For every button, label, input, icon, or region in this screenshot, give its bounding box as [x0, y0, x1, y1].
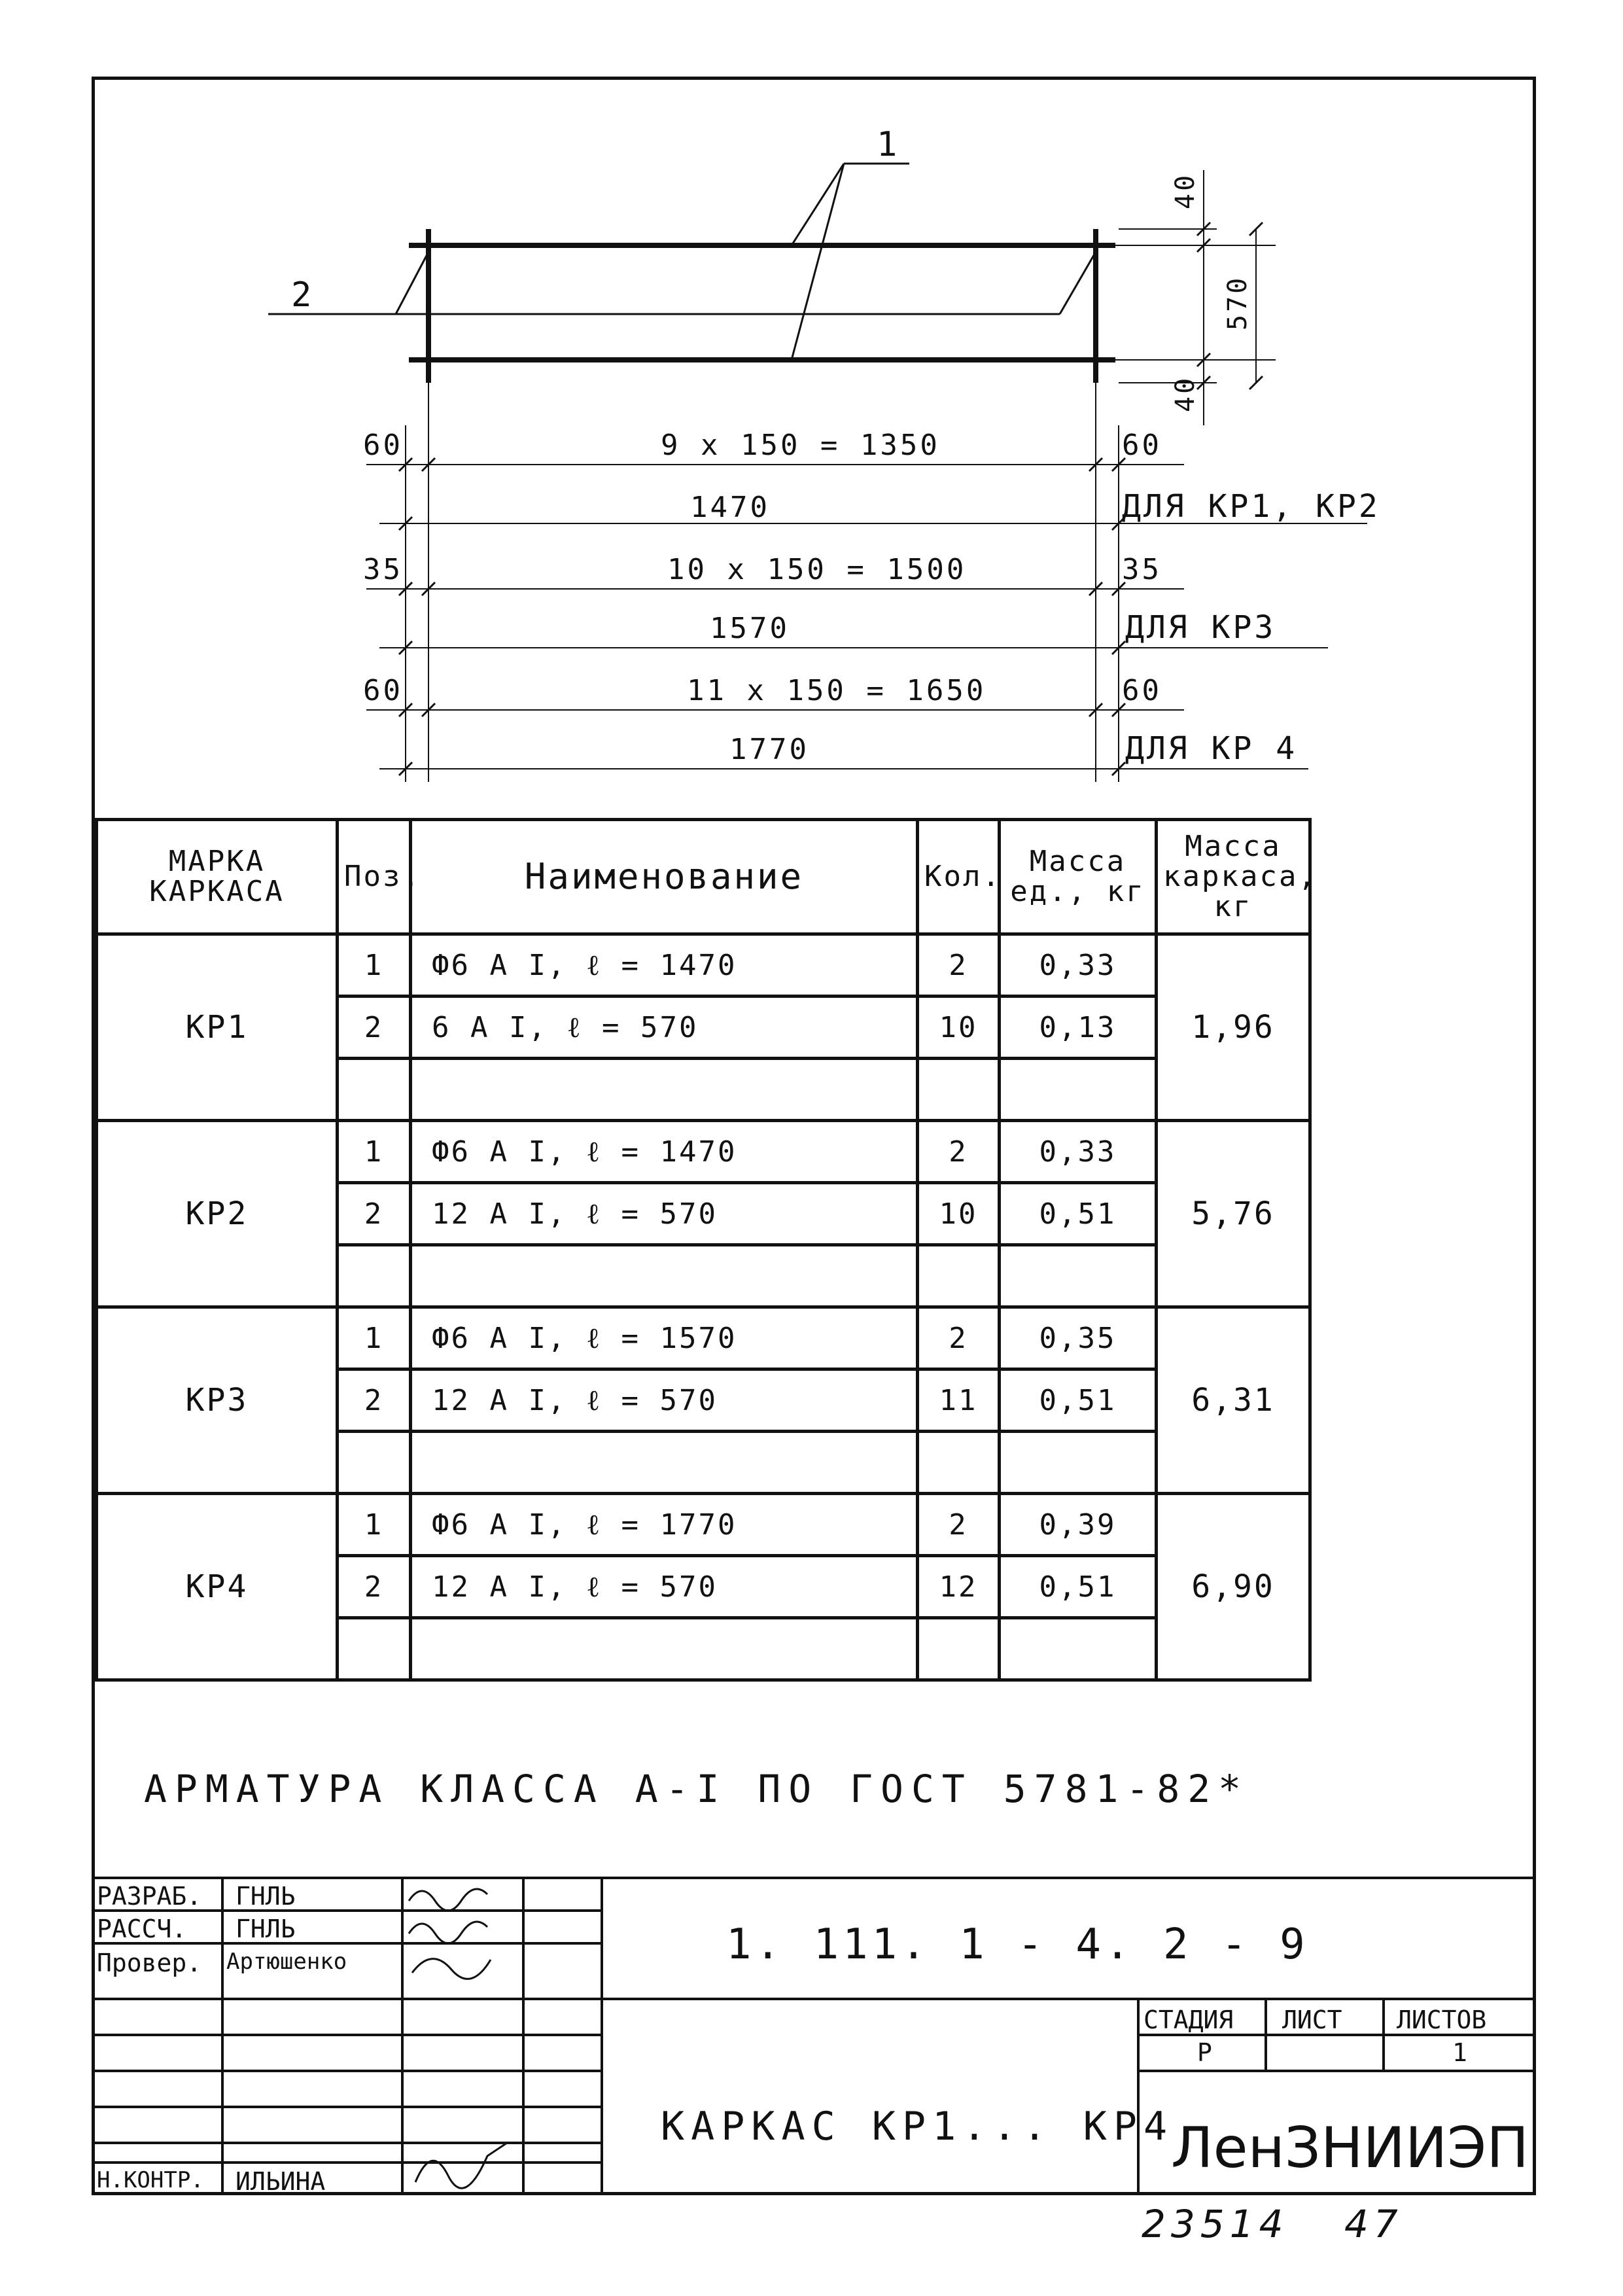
row-unit-mass: 0,33: [1000, 1121, 1157, 1183]
archive-stamp-left: 23514: [1142, 2202, 1289, 2246]
row-pos: 1: [338, 1494, 411, 1556]
row2-middle: 10 x 150 = 1500: [667, 553, 967, 586]
row-pos: 2: [338, 1556, 411, 1618]
header-frame-mass: Масса каркаса, кг: [1157, 820, 1310, 934]
document-number: 1. 111. 1 - 4. 2 - 9: [726, 1920, 1309, 1969]
name-calculated: ГНЛЬ: [236, 1915, 296, 1943]
dim-40-top: 40: [1170, 172, 1200, 209]
label-1: 1: [877, 125, 900, 164]
row-name: 12 А I, ℓ = 570: [411, 1183, 918, 1245]
header-qty: Кол.: [918, 820, 1000, 934]
sheets-value: 1: [1452, 2038, 1467, 2067]
row-qty: 2: [918, 1307, 1000, 1369]
row-unit-mass: 0,13: [1000, 997, 1157, 1059]
document-title: КАРКАС КР1... КР4: [661, 2104, 1174, 2149]
frame-mark: КР3: [97, 1307, 338, 1494]
role-checked: Провер.: [97, 1949, 202, 1977]
frame-total-mass: 6,90: [1157, 1494, 1310, 1680]
header-unit-mass: Масса ед., кг: [1000, 820, 1157, 934]
row1-middle: 9 x 150 = 1350: [661, 429, 940, 462]
role-developer: РАЗРАБ.: [97, 1882, 202, 1911]
row-qty: 2: [918, 934, 1000, 997]
row-pos: 2: [338, 1369, 411, 1432]
row-unit-mass: 0,51: [1000, 1183, 1157, 1245]
dim-40-bottom: 40: [1170, 375, 1200, 412]
dim-570: 570: [1223, 275, 1253, 330]
row-unit-mass: 0,33: [1000, 934, 1157, 997]
header-mark: МАРКА КАРКАСА: [97, 820, 338, 934]
row-name: 12 А I, ℓ = 570: [411, 1369, 918, 1432]
row3-total: 1770: [729, 733, 809, 766]
frame-total-mass: 5,76: [1157, 1121, 1310, 1307]
row-qty: 10: [918, 997, 1000, 1059]
row-name: Ф6 А I, ℓ = 1470: [411, 934, 918, 997]
name-checked: Артюшенко: [226, 1949, 347, 1975]
archive-stamp-right: 47: [1344, 2202, 1403, 2246]
role-norm-control: Н.КОНТР.: [97, 2167, 204, 2193]
row2-left: 35: [363, 553, 403, 586]
row-unit-mass: 0,39: [1000, 1494, 1157, 1556]
sheets-label: ЛИСТОВ: [1397, 2005, 1487, 2034]
row-qty: 2: [918, 1121, 1000, 1183]
name-norm-control: ИЛЬИНА: [236, 2167, 326, 2196]
row-unit-mass: 0,51: [1000, 1369, 1157, 1432]
row3-note: ДЛЯ КР 4: [1125, 730, 1298, 767]
row3-middle: 11 x 150 = 1650: [687, 674, 986, 707]
organization-name: ЛенЗНИИЭП: [1171, 2115, 1529, 2181]
row1-total: 1470: [690, 491, 770, 524]
sheet-label: ЛИСТ: [1282, 2005, 1342, 2034]
row-name: Ф6 А I, ℓ = 1470: [411, 1121, 918, 1183]
header-name: Наименование: [411, 820, 918, 934]
row2-total: 1570: [710, 612, 790, 645]
row-unit-mass: 0,51: [1000, 1556, 1157, 1618]
reinforcement-note: АРМАТУРА КЛАССА А-I ПО ГОСТ 5781-82*: [144, 1767, 1249, 1811]
row3-right: 60: [1122, 674, 1162, 707]
frame-total-mass: 1,96: [1157, 934, 1310, 1121]
row-unit-mass: 0,35: [1000, 1307, 1157, 1369]
frame-mark: КР1: [97, 934, 338, 1121]
row-pos: 2: [338, 1183, 411, 1245]
name-developer: ГНЛЬ: [236, 1882, 296, 1911]
row-qty: 11: [918, 1369, 1000, 1432]
row3-left: 60: [363, 674, 403, 707]
row-name: 6 А I, ℓ = 570: [411, 997, 918, 1059]
stage-label: СТАДИЯ: [1143, 2005, 1234, 2034]
row-qty: 10: [918, 1183, 1000, 1245]
row-pos: 2: [338, 997, 411, 1059]
frame-total-mass: 6,31: [1157, 1307, 1310, 1494]
frame-mark: КР4: [97, 1494, 338, 1680]
label-2: 2: [291, 275, 315, 315]
row-pos: 1: [338, 1307, 411, 1369]
role-calculated: РАССЧ.: [97, 1915, 187, 1943]
row2-right: 35: [1122, 553, 1162, 586]
row-pos: 1: [338, 934, 411, 997]
row1-note: ДЛЯ КР1, КР2: [1122, 488, 1380, 525]
row-name: 12 А I, ℓ = 570: [411, 1556, 918, 1618]
row1-left: 60: [363, 429, 403, 462]
row-pos: 1: [338, 1121, 411, 1183]
row-qty: 2: [918, 1494, 1000, 1556]
stage-value: Р: [1197, 2038, 1212, 2067]
header-pos: Поз.: [338, 820, 411, 934]
row1-right: 60: [1122, 429, 1162, 462]
row-name: Ф6 А I, ℓ = 1770: [411, 1494, 918, 1556]
row-qty: 12: [918, 1556, 1000, 1618]
row-name: Ф6 А I, ℓ = 1570: [411, 1307, 918, 1369]
frame-mark: КР2: [97, 1121, 338, 1307]
row2-note: ДЛЯ КР3: [1125, 609, 1276, 646]
